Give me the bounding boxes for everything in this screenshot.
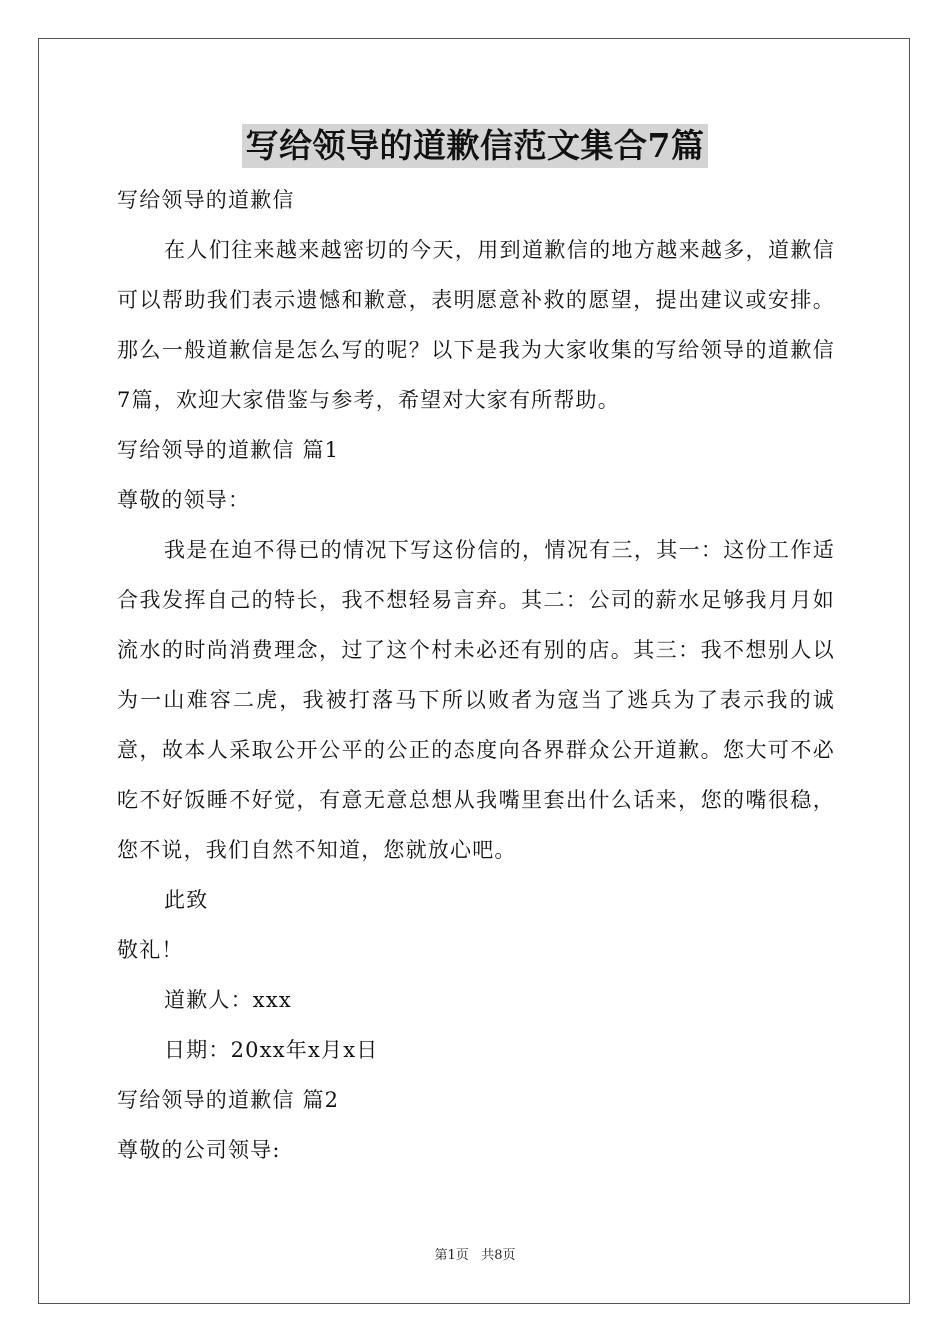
signature-line: 道歉人：xxx [164,988,292,1012]
salutation-2: 尊敬的公司领导: [117,1138,281,1162]
document-title: 写给领导的道歉信范文集合7篇 [242,124,709,168]
section-heading-2: 写给领导的道歉信 篇2 [117,1088,340,1112]
page-footer [0,1246,950,1266]
date-line: 日期：20xx年x月x日 [164,1038,379,1062]
section-heading-1: 写给领导的道歉信 篇1 [117,438,340,462]
section-heading: 写给领导的道歉信 [117,188,295,212]
closing-phrase: 此致 [164,888,209,912]
page-total: 共8页 [481,1248,516,1263]
salutation: 尊敬的领导： [117,488,251,512]
closing-salute: 敬礼！ [117,938,184,962]
letter-body-paragraph: 我是在迫不得已的情况下写这份信的，情况有三，其一：这份工作适合我发挥自己的特长，我不想轻易言弃。其二：公司的薪水足够我月月如流水的时尚消费理念，过了这个村未必还有别的店。其三：我不想别人以为一山难容二虎，我被打落马下所以败者为寇当了逃兵为了表示我的诚意，故本人采取公开公平的公正的态度向各界群众公开道歉。您大可不必吃不好饭睡不好觉，有意无意总想从我嘴里套出什么话来，您的嘴很稳，您不说，我们自然不知道，您就放心吧。 [117,538,835,862]
document-body [117,175,835,1175]
title-container [0,124,950,168]
intro-paragraph: 在人们往来越来越密切的今天，用到道歉信的地方越来越多，道歉信可以帮助我们表示遗憾和歉意，表明愿意补救的愿望，提出建议或安排。那么一般道歉信是怎么写的呢？以下是我为大家收集的写给领导的道歉信7篇，欢迎大家借鉴与参考，希望对大家有所帮助。 [117,238,835,412]
page-number: 第1页 [434,1248,469,1263]
